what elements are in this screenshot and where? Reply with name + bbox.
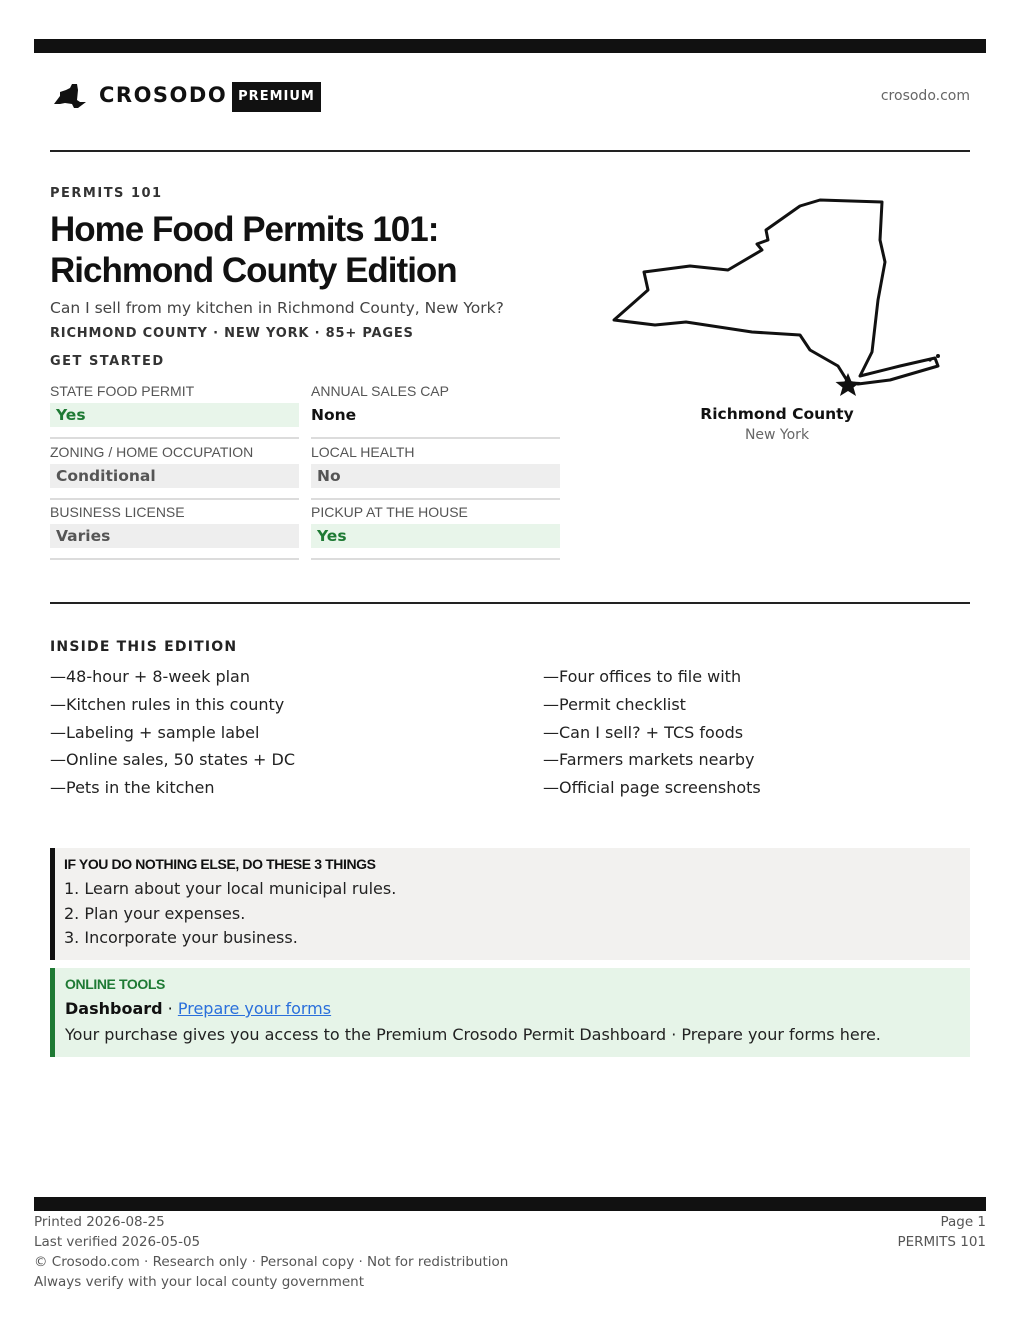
- premium-badge: PREMIUM: [232, 82, 321, 112]
- tools-description: Your purchase gives you access to the Premium Crosodo Permit Dashboard · Prepare your forms here.: [65, 1025, 881, 1044]
- section-divider: [50, 602, 970, 604]
- must-do-callout: [50, 848, 970, 960]
- fact-business-license: [50, 504, 299, 560]
- new-york-state-silhouette-icon: [52, 82, 88, 110]
- must-do-item: 1. Learn about your local municipal rules.: [64, 879, 397, 898]
- fact-value: None: [311, 406, 357, 424]
- fact-value: Conditional: [50, 464, 299, 488]
- brand-name: CROSODO: [99, 83, 228, 107]
- verify-note: Always verify with your local county government: [34, 1274, 364, 1290]
- page-number: Page 1: [940, 1214, 986, 1230]
- state-outline: [614, 200, 938, 384]
- header: [52, 80, 970, 116]
- fact-local-health: [311, 444, 560, 500]
- inside-list-left: [50, 666, 295, 805]
- get-started-heading: GET STARTED: [50, 354, 165, 369]
- tools-separator: ·: [162, 999, 178, 1018]
- inside-list-right: [543, 666, 761, 805]
- must-do-heading: IF YOU DO NOTHING ELSE, DO THESE 3 THINGS: [64, 856, 376, 872]
- list-item: —Pets in the kitchen: [50, 778, 215, 798]
- fact-label: BUSINESS LICENSE: [50, 504, 185, 520]
- fact-state-food-permit: [50, 383, 299, 439]
- dashboard-label: Dashboard: [65, 999, 163, 1018]
- tools-line: [65, 998, 970, 1024]
- fact-value: No: [311, 464, 560, 488]
- header-divider: [50, 150, 970, 152]
- list-item: —Can I sell? + TCS foods: [543, 722, 744, 742]
- site-url: crosodo.com: [880, 88, 970, 104]
- must-do-item: 2. Plan your expenses.: [64, 903, 246, 923]
- island-dot: [928, 358, 931, 361]
- list-item: —Kitchen rules in this county: [50, 694, 285, 714]
- prepare-forms-link[interactable]: Prepare your forms: [177, 999, 332, 1018]
- section-kicker: PERMITS 101: [50, 186, 163, 201]
- fact-value: Yes: [50, 403, 299, 427]
- fact-value: Yes: [311, 524, 560, 548]
- list-item: —Permit checklist: [543, 694, 686, 714]
- page-subtitle: Can I sell from my kitchen in Richmond County, New York?: [50, 299, 504, 317]
- map-county-label: Richmond County: [700, 405, 854, 423]
- online-tools-callout: [50, 968, 970, 1057]
- island-dot: [936, 354, 940, 358]
- edition-meta: RICHMOND COUNTY · NEW YORK · 85+ PAGES: [50, 326, 414, 341]
- fact-label: STATE FOOD PERMIT: [50, 383, 195, 399]
- list-item: —Labeling + sample label: [50, 722, 260, 742]
- fact-pickup-at-the-house: [311, 504, 560, 560]
- footer-right: [897, 1212, 986, 1252]
- fact-zoning-home-occupation: [50, 444, 299, 500]
- list-item: —Four offices to file with: [543, 667, 742, 686]
- state-map: [600, 190, 950, 405]
- footer-left: [34, 1212, 508, 1292]
- fact-label: ZONING / HOME OCCUPATION: [50, 444, 254, 460]
- online-tools-heading: ONLINE TOOLS: [65, 976, 165, 992]
- copyright-notice: © Crosodo.com · Research only · Personal copy · Not for redistribution: [34, 1254, 509, 1270]
- page-title-line-1: Home Food Permits 101:: [50, 210, 439, 249]
- page-title-line-2: Richmond County Edition: [50, 251, 457, 290]
- top-bar: [34, 39, 986, 53]
- fact-value: Varies: [50, 524, 299, 548]
- fact-label: PICKUP AT THE HOUSE: [311, 504, 468, 520]
- page-title: [50, 209, 610, 291]
- printed-date: Printed 2026-08-25: [34, 1214, 165, 1230]
- list-item: —Farmers markets nearby: [543, 750, 755, 770]
- verified-date: Last verified 2026-05-05: [34, 1234, 201, 1250]
- map-state-label: New York: [744, 427, 810, 443]
- list-item: —48-hour + 8-week plan: [50, 667, 250, 686]
- bottom-bar: [34, 1197, 986, 1211]
- must-do-list: [64, 878, 970, 952]
- fact-label: ANNUAL SALES CAP: [311, 383, 449, 399]
- star-icon: [836, 373, 861, 396]
- inside-heading: INSIDE THIS EDITION: [50, 639, 238, 655]
- fact-label: LOCAL HEALTH: [311, 444, 415, 460]
- fact-annual-sales-cap: [311, 383, 560, 439]
- list-item: —Official page screenshots: [543, 778, 761, 798]
- list-item: —Online sales, 50 states + DC: [50, 750, 296, 770]
- footer-section: PERMITS 101: [897, 1234, 986, 1250]
- must-do-item: 3. Incorporate your business.: [64, 928, 298, 947]
